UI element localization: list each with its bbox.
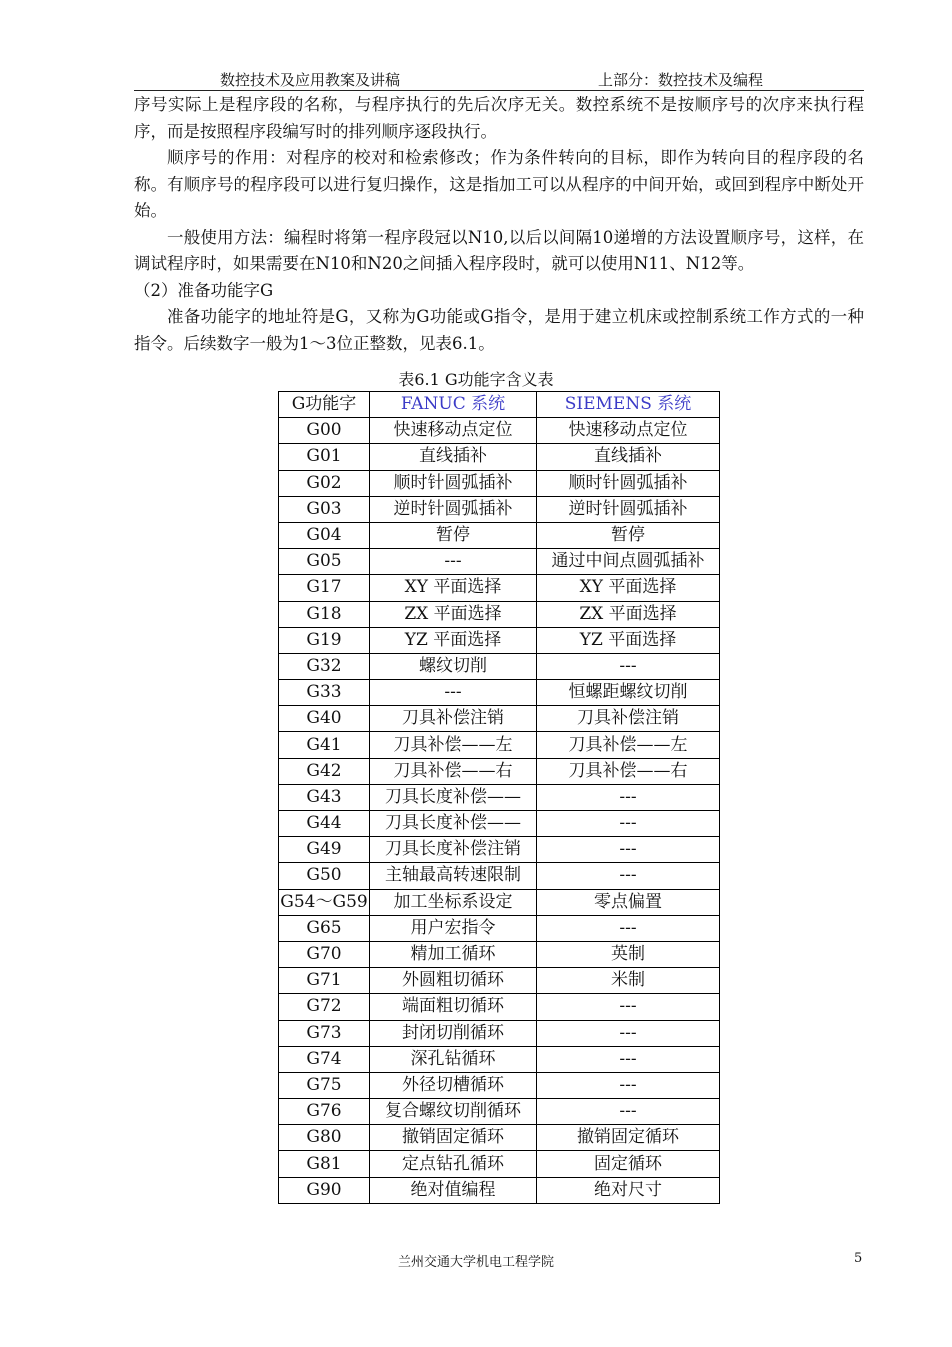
fanuc-cell: 用户宏指令 [370,915,537,941]
table-row [279,627,720,653]
body-text [134,92,864,357]
header-cell-siemens: SIEMENS 系统 [537,392,720,418]
fanuc-cell: YZ 平面选择 [370,627,537,653]
siemens-cell: 零点偏置 [537,889,720,915]
g-code-cell: G71 [279,968,370,994]
g-code-cell: G18 [279,601,370,627]
table-row [279,758,720,784]
fanuc-cell: 端面粗切循环 [370,994,537,1020]
footer-institution: 兰州交通大学机电工程学院 [397,1255,554,1270]
fanuc-cell: --- [370,680,537,706]
g-code-cell: G42 [279,758,370,784]
siemens-cell: 固定循环 [537,1151,720,1177]
section-heading: （2）准备功能字G [134,280,274,300]
fanuc-cell: 精加工循环 [370,941,537,967]
fanuc-cell: 主轴最高转速限制 [370,863,537,889]
fanuc-cell: 撤销固定循环 [370,1125,537,1151]
table-row [279,1151,720,1177]
fanuc-cell: ZX 平面选择 [370,601,537,627]
table-row [279,1177,720,1203]
siemens-cell: --- [537,863,720,889]
g-code-cell: G72 [279,994,370,1020]
siemens-cell: --- [537,811,720,837]
siemens-cell: 英制 [537,941,720,967]
table-row [279,784,720,810]
paragraph: 准备功能字的地址符是G，又称为G功能或G指令，是用于建立机床或控制系统工作方式的一种指令。后续数字一般为1～3位正整数，见表6.1。 [134,307,864,353]
table-row [279,941,720,967]
fanuc-cell: 顺时针圆弧插补 [370,470,537,496]
g-code-cell: G50 [279,863,370,889]
table-row [279,418,720,444]
fanuc-cell: 外圆粗切循环 [370,968,537,994]
g-code-cell: G41 [279,732,370,758]
g-code-cell: G03 [279,496,370,522]
table-row [279,680,720,706]
g-code-table [278,391,720,1204]
table-row [279,601,720,627]
fanuc-cell: 刀具长度补偿—— [370,811,537,837]
g-code-cell: G17 [279,575,370,601]
siemens-cell: --- [537,837,720,863]
siemens-cell: XY 平面选择 [537,575,720,601]
g-code-cell: G02 [279,470,370,496]
fanuc-cell: 直线插补 [370,444,537,470]
fanuc-cell: --- [370,549,537,575]
table-row [279,811,720,837]
table-row [279,837,720,863]
fanuc-cell: 绝对值编程 [370,1177,537,1203]
table-body [279,418,720,1204]
siemens-cell: 通过中间点圆弧插补 [537,549,720,575]
g-code-cell: G05 [279,549,370,575]
fanuc-cell: 外径切槽循环 [370,1072,537,1098]
g-code-cell: G70 [279,941,370,967]
siemens-cell: 绝对尺寸 [537,1177,720,1203]
g-code-cell: G74 [279,1046,370,1072]
siemens-cell: 恒螺距螺纹切削 [537,680,720,706]
g-code-cell: G75 [279,1072,370,1098]
siemens-cell: 顺时针圆弧插补 [537,470,720,496]
siemens-cell: 刀具补偿——左 [537,732,720,758]
table-row [279,968,720,994]
page-header [134,64,864,91]
header-right-title: 上部分：数控技术及编程 [598,71,764,89]
header-cell-g: G功能字 [279,392,370,418]
siemens-cell: --- [537,1020,720,1046]
siemens-cell: 逆时针圆弧插补 [537,496,720,522]
fanuc-cell: 封闭切削循环 [370,1020,537,1046]
g-code-cell: G44 [279,811,370,837]
table-row [279,863,720,889]
table-row [279,1072,720,1098]
g-code-cell: G65 [279,915,370,941]
g-code-cell: G40 [279,706,370,732]
page-number: 5 [854,1251,863,1266]
table-header-row [279,392,720,418]
g-code-cell: G33 [279,680,370,706]
fanuc-cell: 螺纹切削 [370,653,537,679]
fanuc-cell: XY 平面选择 [370,575,537,601]
fanuc-cell: 刀具长度补偿—— [370,784,537,810]
siemens-cell: --- [537,784,720,810]
table-row [279,522,720,548]
g-code-cell: G76 [279,1099,370,1125]
table-row [279,994,720,1020]
g-code-cell: G01 [279,444,370,470]
g-code-cell: G80 [279,1125,370,1151]
fanuc-cell: 刀具长度补偿注销 [370,837,537,863]
g-code-cell: G00 [279,418,370,444]
g-code-cell: G32 [279,653,370,679]
fanuc-cell: 刀具补偿注销 [370,706,537,732]
g-code-cell: G49 [279,837,370,863]
header-cell-fanuc: FANUC 系统 [370,392,537,418]
fanuc-cell: 刀具补偿——左 [370,732,537,758]
table-row [279,549,720,575]
paragraph: 一般使用方法：编程时将第一程序段冠以N10,以后以间隔10递增的方法设置顺序号，这样，在调试程序时，如果需要在N10和N20之间插入程序段时，就可以使用N11、N12等。 [134,227,864,273]
siemens-cell: 直线插补 [537,444,720,470]
siemens-cell: --- [537,1099,720,1125]
table-row [279,575,720,601]
table-row [279,1099,720,1125]
siemens-cell: --- [537,1072,720,1098]
siemens-cell: --- [537,915,720,941]
g-code-cell: G43 [279,784,370,810]
paragraph: 顺序号的作用：对程序的校对和检索修改；作为条件转向的目标，即作为转向目的程序段的名称。有顺序号的程序段可以进行复归操作，这是指加工可以从程序的中间开始，或回到程序中断处开始。 [134,148,864,220]
siemens-cell: --- [537,1046,720,1072]
g-code-cell: G90 [279,1177,370,1203]
siemens-cell: 快速移动点定位 [537,418,720,444]
siemens-cell: YZ 平面选择 [537,627,720,653]
header-left-title: 数控技术及应用教案及讲稿 [220,71,401,89]
table-row [279,706,720,732]
siemens-cell: 暂停 [537,522,720,548]
fanuc-cell: 深孔钻循环 [370,1046,537,1072]
table-row [279,653,720,679]
table-caption: 表6.1 G功能字含义表 [398,370,554,389]
fanuc-cell: 快速移动点定位 [370,418,537,444]
table-row [279,1046,720,1072]
g-code-cell: G54～G59 [279,889,370,915]
siemens-cell: 米制 [537,968,720,994]
fanuc-cell: 逆时针圆弧插补 [370,496,537,522]
siemens-cell: 撤销固定循环 [537,1125,720,1151]
table-row [279,444,720,470]
table-row [279,1125,720,1151]
g-code-cell: G04 [279,522,370,548]
siemens-cell: 刀具补偿——右 [537,758,720,784]
siemens-cell: --- [537,994,720,1020]
fanuc-cell: 刀具补偿——右 [370,758,537,784]
g-code-cell: G73 [279,1020,370,1046]
table-row [279,496,720,522]
fanuc-cell: 暂停 [370,522,537,548]
fanuc-cell: 定点钻孔循环 [370,1151,537,1177]
table-row [279,889,720,915]
g-code-cell: G19 [279,627,370,653]
table-row [279,470,720,496]
fanuc-cell: 加工坐标系设定 [370,889,537,915]
table-row [279,1020,720,1046]
siemens-cell: 刀具补偿注销 [537,706,720,732]
siemens-cell: ZX 平面选择 [537,601,720,627]
siemens-cell: --- [537,653,720,679]
table-row [279,732,720,758]
g-code-cell: G81 [279,1151,370,1177]
paragraph: 序号实际上是程序段的名称，与程序执行的先后次序无关。数控系统不是按顺序号的次序来执行程序，而是按照程序段编写时的排列顺序逐段执行。 [134,95,864,141]
fanuc-cell: 复合螺纹切削循环 [370,1099,537,1125]
table-row [279,915,720,941]
